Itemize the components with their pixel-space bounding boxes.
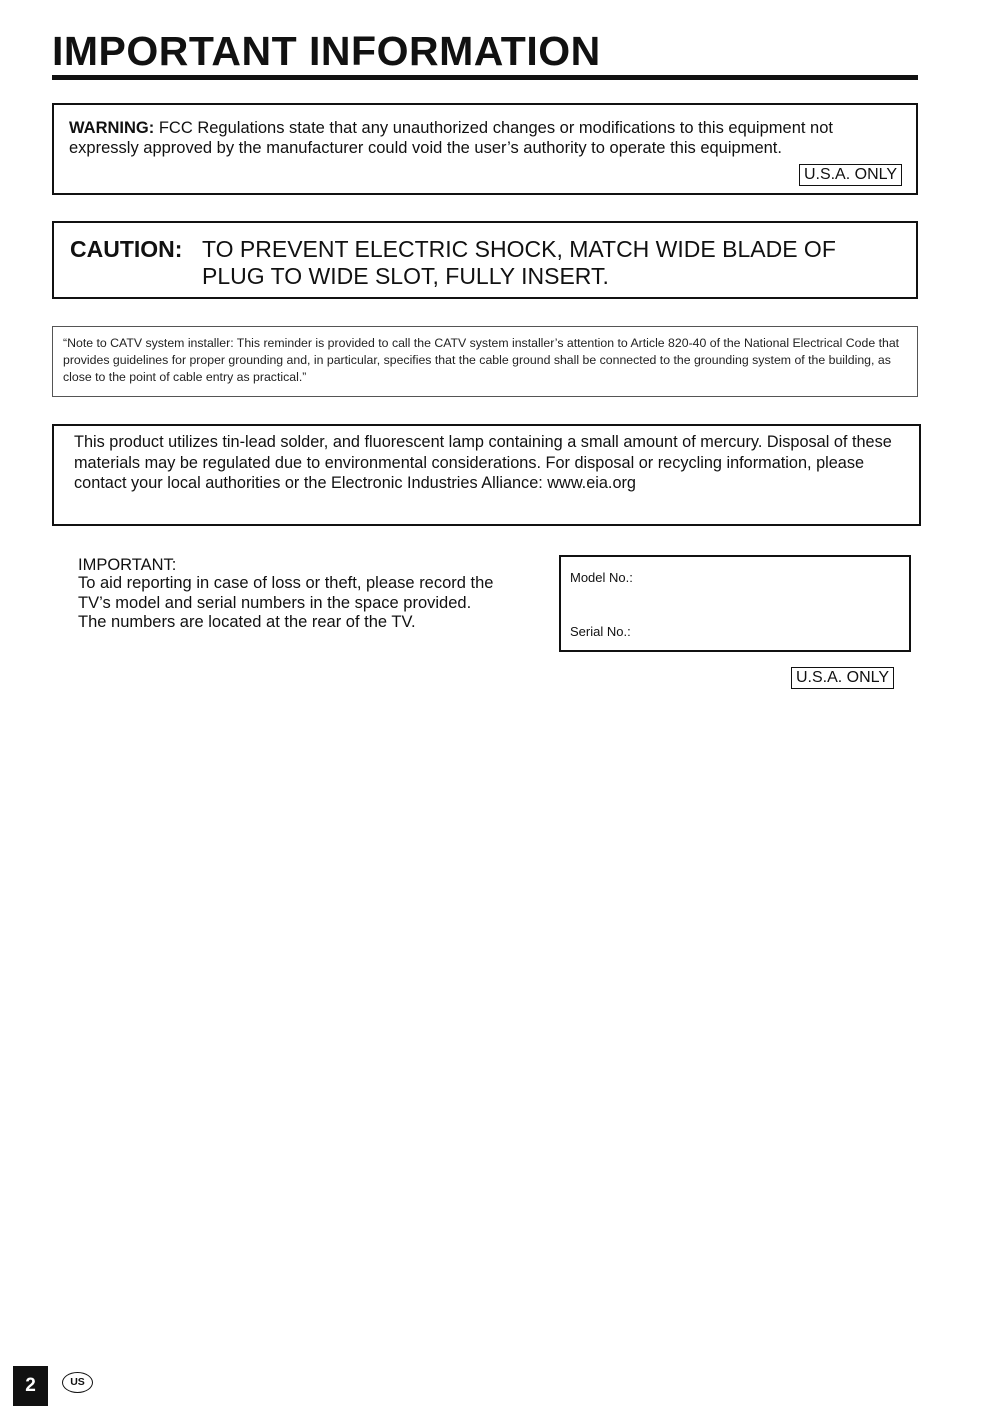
page-number-badge: 2 [13, 1366, 48, 1406]
important-heading: IMPORTANT: [78, 556, 177, 574]
catv-note-text: “Note to CATV system installer: This reminder is provided to call the CATV system installer’s attention to Article 820-40 of the National Electrical Code that provides guidelines for proper grounding and, in particular, specifies that the cable ground shall be connected to the grounding system of the building, as close to the point of cable entry as practical.” [63, 336, 900, 384]
warning-body: FCC Regulations state that any unauthorized changes or modifications to this equipment not expressly approved by the manufacturer could void the user’s authority to operate this equipment. [69, 119, 833, 157]
page-title: IMPORTANT INFORMATION [52, 28, 601, 74]
region-note-badge: U.S.A. ONLY [791, 667, 894, 689]
disposal-text: This product utilizes tin-lead solder, and fluorescent lamp containing a small amount of mercury. Disposal of these materials may be regulated due to environmental considerations. For disposal or recycling information, please contact your local authorities or the Electronic Industries Alliance: www.eia.org [74, 433, 892, 492]
warning-label: WARNING: [69, 119, 155, 137]
warning-text [69, 118, 899, 158]
catv-note-box [52, 326, 918, 397]
model-number-label: Model No.: [570, 570, 633, 585]
title-rule [52, 75, 918, 80]
disposal-box [52, 424, 921, 526]
model-serial-record-box [559, 555, 911, 652]
us-region-icon: US [62, 1372, 93, 1393]
important-text: To aid reporting in case of loss or theft, please record the TV’s model and serial numbers in the space provided. The numbers are located at the rear of the TV. [78, 574, 494, 631]
warning-box [52, 103, 918, 195]
caution-box [52, 221, 918, 299]
caution-text: TO PREVENT ELECTRIC SHOCK, MATCH WIDE BLADE OF PLUG TO WIDE SLOT, FULLY INSERT. [202, 236, 836, 289]
serial-number-label: Serial No.: [570, 624, 631, 639]
caution-label: CAUTION: [70, 236, 183, 262]
region-note-badge: U.S.A. ONLY [799, 164, 902, 186]
